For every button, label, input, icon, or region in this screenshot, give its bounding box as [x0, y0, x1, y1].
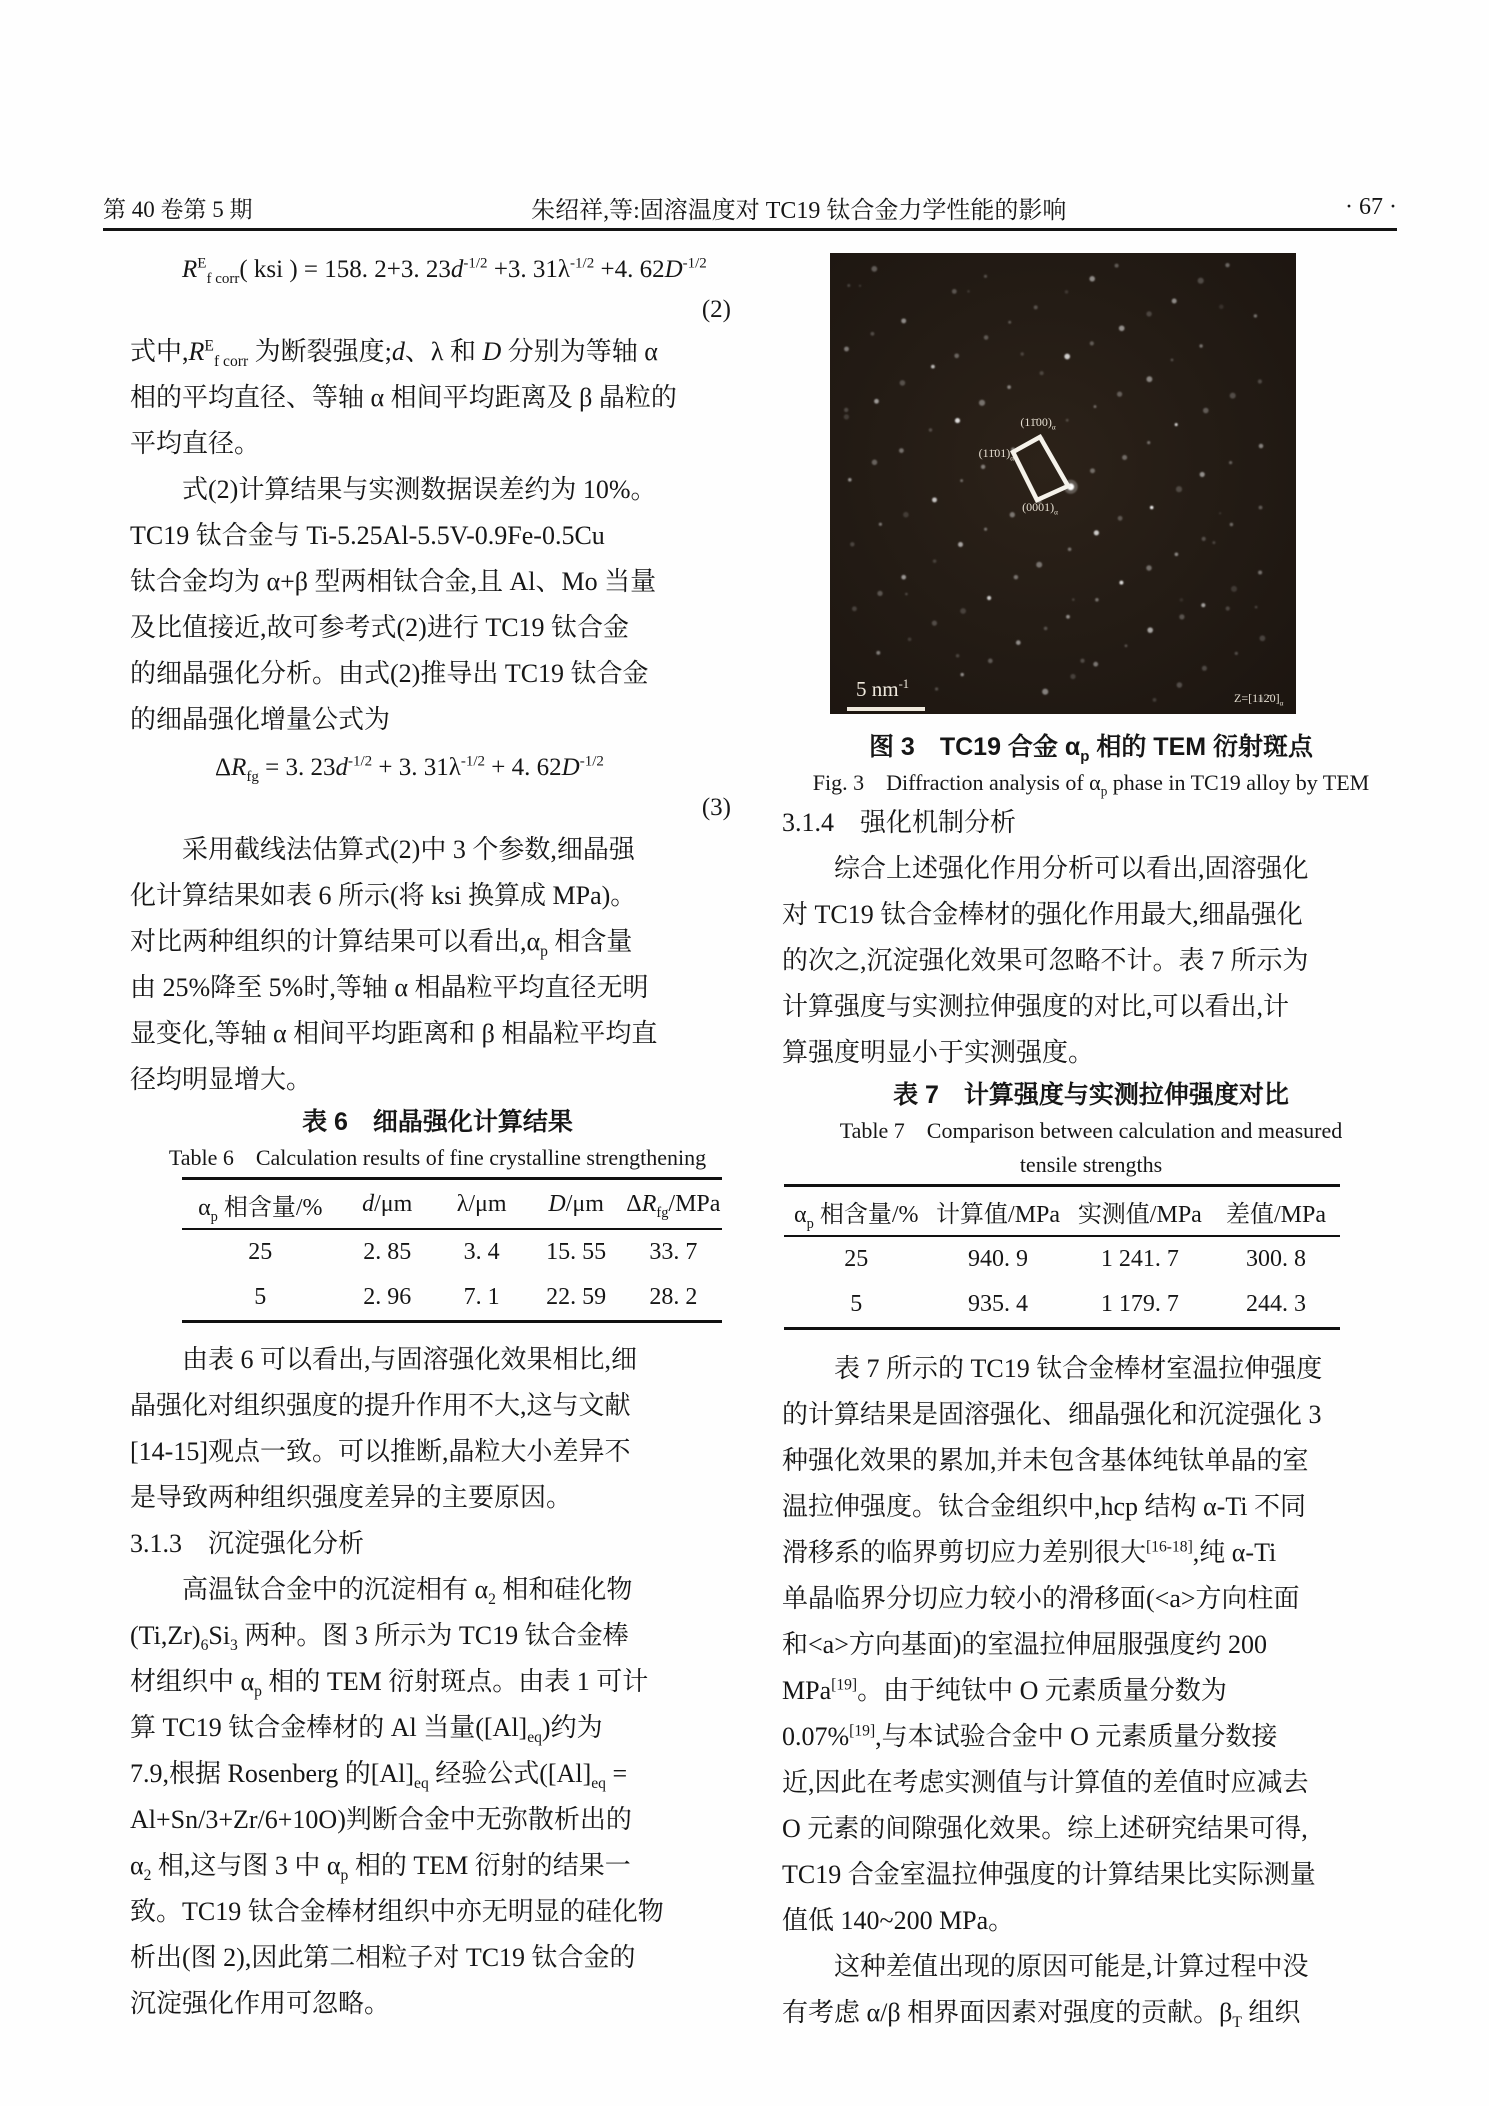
text-line: 的细晶强化增量公式为	[130, 705, 391, 734]
text-line: 计算强度与实测拉伸强度的对比,可以看出,计	[782, 992, 1290, 1021]
paragraph-precipitation-analysis	[130, 1567, 745, 2027]
diffraction-spot	[1201, 603, 1205, 607]
diffraction-spot	[952, 289, 957, 294]
table-row	[182, 1230, 722, 1275]
diffraction-spot	[1175, 423, 1178, 426]
diffraction-spot	[932, 497, 937, 502]
diffraction-spot	[1202, 666, 1207, 671]
diffraction-spot	[844, 347, 849, 352]
text-line: 平均直径。	[130, 429, 261, 458]
diffraction-spot	[981, 465, 985, 469]
diffraction-spot	[960, 479, 963, 482]
text-line: 有考虑 α/β 相界面因素对强度的贡献。$\beta_T$ 组织	[782, 1998, 1301, 2032]
scale-bar-label: 5 $nm^{-1}$	[856, 677, 910, 701]
figure3-tem-image	[830, 253, 1296, 714]
diffraction-spot	[984, 275, 987, 278]
diffraction-spot	[1258, 570, 1262, 574]
text-line: 算 TC19 钛合金棒材的 Al 当量$([Al]_{eq})$约为	[130, 1713, 603, 1747]
table6-caption-cn: 表 6 细晶强化计算结果	[302, 1108, 573, 1136]
diffraction-spot	[984, 528, 987, 531]
diffraction-spot	[1230, 393, 1236, 399]
diffraction-spot	[848, 478, 852, 482]
paragraph-fine-grain-intro	[130, 467, 745, 743]
diffraction-spot	[1080, 659, 1084, 663]
text-line: 析出(图 2),因此第二相粒子对 TC19 钛合金的	[130, 1943, 636, 1972]
plane-label-1100: $(11̄00)_\alpha$	[1020, 415, 1056, 432]
diffraction-spot	[931, 365, 935, 369]
text-line: 0.07%[19],与本试验合金中 O 元素质量分数接	[782, 1722, 1278, 1751]
text-line: Al+Sn/3+Zr/6+10O)判断合金中无弥散析出的	[130, 1805, 632, 1834]
figure3-caption-en: Fig. 3 Diffraction analysis of $\alpha_p$ phase in TC19 alloy by TEM	[812, 770, 1370, 799]
diffraction-spot	[901, 318, 906, 323]
diffraction-spot	[1176, 486, 1182, 492]
text-line: O 元素的间隙强化效果。综上述研究结果可得,	[782, 1814, 1308, 1843]
diffraction-spot	[958, 542, 963, 547]
table-data-cell: 5	[254, 1284, 267, 1310]
text-line: $(Ti,Zr)_6Si_3$ 两种。图 3 所示为 TC19 钛合金棒	[130, 1621, 629, 1655]
table-header-row	[182, 1180, 722, 1230]
diffraction-spot	[877, 591, 882, 596]
diffraction-spot	[905, 593, 908, 596]
diffraction-spot	[1036, 562, 1042, 568]
diffraction-spot	[1095, 598, 1099, 602]
diffraction-spot	[1177, 682, 1183, 688]
text-line: 化计算结果如表 6 所示(将 ksi 换算成 MPa)。	[130, 881, 637, 910]
text-line: 由 25%降至 5%时,等轴 α 相晶粒平均直径无明	[130, 973, 649, 1002]
diffraction-spot	[900, 380, 906, 386]
section-heading-3-1-4: 3.1.4 强化机制分析	[782, 808, 1017, 837]
text-line: 表 7 所示的 TC19 钛合金棒材室温拉伸强度	[782, 1354, 1323, 1383]
plane-label-0001: $(0001)_\alpha$	[1022, 500, 1058, 517]
text-line: 单晶临界分切应力较小的滑移面(<a>方向柱面	[782, 1584, 1300, 1613]
diffraction-spot	[1064, 354, 1070, 360]
diffraction-spot	[1117, 392, 1122, 397]
diffraction-spot	[1122, 455, 1127, 460]
diffraction-spot	[1146, 311, 1151, 316]
diffraction-spot	[932, 620, 937, 625]
diffraction-spot	[1008, 321, 1011, 324]
text-line: 算强度明显小于实测强度。	[782, 1038, 1095, 1067]
paragraph-table7-discussion	[782, 1346, 1400, 1944]
text-line: TC19 合金室温拉伸强度的计算结果比实际测量	[782, 1860, 1316, 1889]
text-line: 滑移系的临界剪切应力差别很大[16-18],纯 α-Ti	[782, 1538, 1277, 1567]
text-line: [14-15]观点一致。可以推断,晶粒大小差异不	[130, 1437, 631, 1466]
diffraction-spot	[1146, 565, 1151, 570]
table7-caption-en-line2: tensile strengths	[1019, 1152, 1163, 1177]
text-line: 致。TC19 钛合金棒材组织中亦无明显的硅化物	[130, 1897, 664, 1926]
text-line: 高温钛合金中的沉淀相有 $\alpha_2$ 相和硅化物	[130, 1575, 633, 1609]
diffraction-spot	[1072, 598, 1075, 601]
text-line: 值低 140~200 MPa。	[782, 1906, 1015, 1935]
diffraction-spot	[929, 428, 932, 431]
diffraction-spot	[1021, 352, 1024, 355]
diffraction-spot	[954, 353, 959, 358]
scale-bar	[847, 707, 925, 711]
diffraction-spot	[879, 523, 882, 526]
text-line: MPa[19]。由于纯钛中 O 元素质量分数为	[782, 1676, 1227, 1705]
diffraction-spot	[1235, 652, 1238, 655]
table-data-cell: 1 241. 7	[1100, 1246, 1179, 1272]
diffraction-spot	[1231, 586, 1237, 592]
diffraction-spot	[960, 608, 966, 614]
diffraction-spot	[1199, 344, 1202, 347]
table-header-cell: D/μm	[548, 1190, 604, 1217]
table-header-cell: $\alpha_p$ 相含量/%	[794, 1201, 919, 1232]
diffraction-spot	[987, 596, 991, 600]
table-data-cell: 244. 3	[1246, 1291, 1307, 1317]
paragraph-mechanism-summary	[782, 846, 1400, 1076]
diffraction-spot	[1226, 606, 1230, 610]
table-data-cell: 28. 2	[649, 1284, 698, 1310]
text-line: 材组织中 $\alpha_p$ 相的 TEM 衍射斑点。由表 1 可计	[130, 1667, 649, 1701]
diffraction-spot	[859, 285, 861, 287]
table6	[182, 1177, 722, 1323]
paragraph-difference-reason	[782, 1944, 1400, 2036]
text-line: 种强化效果的累加,并未包含基体纯钛单晶的室	[782, 1446, 1309, 1475]
table-data-cell: 940. 9	[968, 1246, 1029, 1272]
text-line: 的次之,沉淀强化效果可忽略不计。表 7 所示为	[782, 946, 1309, 975]
text-line: 晶强化对组织强度的提升作用不大,这与文献	[130, 1391, 631, 1420]
table7-caption-cn: 表 7 计算强度与实测拉伸强度对比	[893, 1081, 1289, 1109]
spacer	[782, 1338, 1400, 1346]
diffraction-spot	[1119, 325, 1125, 331]
text-line: TC19 钛合金与 Ti-5.25Al-5.5V-0.9Fe-0.5Cu	[130, 521, 605, 550]
diffraction-spot	[908, 637, 912, 641]
diffraction-spot	[1090, 468, 1095, 473]
text-line: 7.9,根据 Rosenberg 的$[Al]_{eq}$ 经验公式($[Al]_{eq}$ =	[130, 1759, 628, 1793]
table6-caption-en: Table 6 Calculation results of fine crystalline strengthening	[168, 1145, 707, 1170]
text-line: 式(2)计算结果与实测数据误差约为 10%。	[130, 475, 657, 504]
text-line: 式中$,R^E_{f corr}$ 为断裂强度;d、λ 和 D 分别为等轴 α	[130, 337, 658, 371]
diffraction-spot	[1225, 263, 1229, 267]
paragraph-eq2-description	[130, 329, 745, 467]
table-data-cell: 33. 7	[649, 1239, 698, 1265]
table-data-cell: 300. 8	[1246, 1246, 1307, 1272]
diffraction-spot	[1202, 537, 1206, 541]
figure3-caption-cn: 图 3 TC19 合金 $\alpha_p$ 相的 TEM 衍射斑点	[868, 733, 1314, 765]
diffraction-spot	[876, 651, 880, 655]
table-data-cell: 3. 4	[463, 1239, 500, 1265]
page-header	[103, 186, 1397, 231]
diffraction-spot	[1118, 516, 1123, 521]
diffraction-spot	[960, 673, 963, 676]
diffraction-spot	[1172, 298, 1177, 303]
table-header-row	[784, 1187, 1340, 1237]
diffraction-spot	[1119, 581, 1123, 585]
diffraction-spot	[955, 418, 960, 423]
text-line: 显变化,等轴 α 相间平均距离和 β 相晶粒平均直	[130, 1019, 658, 1048]
table-header-cell: $\Delta R_{fg}$/MPa	[626, 1190, 721, 1221]
diffraction-spot	[1180, 598, 1184, 602]
text-line: 由表 6 可以看出,与固溶强化效果相比,细	[130, 1345, 638, 1374]
text-line: $\alpha_2$ 相,这与图 3 中 $\alpha_p$ 相的 TEM 衍射的结果一	[130, 1851, 631, 1885]
diffraction-spot	[1258, 379, 1262, 383]
text-line: 这种差值出现的原因可能是,计算过程中没	[782, 1952, 1309, 1981]
diffraction-spot	[979, 400, 985, 406]
diffraction-spot	[1150, 506, 1154, 510]
diffraction-spot	[988, 659, 993, 664]
text-line: 近,因此在考虑实测值与计算值的差值时应减去	[782, 1768, 1309, 1797]
diffraction-spot	[1212, 541, 1215, 544]
diffraction-spot	[933, 559, 937, 563]
diffraction-spot	[1066, 615, 1070, 619]
diffraction-pattern-svg	[830, 253, 1296, 714]
text-line: 相的平均直径、等轴 α 相间平均距离及 β 晶粒的	[130, 383, 677, 412]
table-data-cell: 1 179. 7	[1100, 1291, 1179, 1317]
text-line: 采用截线法估算式(2)中 3 个参数,细晶强	[130, 835, 635, 864]
diffraction-spot	[1094, 405, 1097, 408]
diffraction-spot	[1230, 523, 1233, 526]
diffraction-spot	[852, 606, 857, 611]
text-line: 的细晶强化分析。由式(2)推导出 TC19 钛合金	[130, 659, 649, 688]
diffraction-spot	[1147, 441, 1150, 444]
diffraction-spot	[1147, 627, 1153, 633]
text-line: 钛合金均为 α+β 型两相钛合金,且 Al、Mo 当量	[130, 567, 657, 596]
table-data-cell: 2. 96	[363, 1284, 412, 1310]
page-number: · 67 ·	[1345, 193, 1397, 220]
right-column	[782, 253, 1400, 2036]
zone-axis-label: $Z=[112̄0]_\alpha$	[1234, 691, 1284, 708]
diffraction-spot	[1259, 506, 1263, 510]
table-data-cell: 25	[844, 1246, 869, 1272]
diffraction-spot	[1042, 689, 1048, 695]
diffraction-spot	[871, 266, 877, 272]
text-line: 的计算结果是固溶强化、细晶强化和沉淀强化 3	[782, 1400, 1322, 1429]
diffraction-spot	[1040, 371, 1044, 375]
table-row	[784, 1282, 1340, 1327]
table-row	[784, 1237, 1340, 1282]
table-header-cell: 实测值/MPa	[1077, 1201, 1202, 1228]
table-data-cell: 5	[850, 1291, 863, 1317]
unit-cell-frame	[1013, 437, 1068, 500]
diffraction-spot	[1219, 305, 1224, 310]
text-line: 对 TC19 钛合金棒材的强化作用最大,细晶强化	[782, 900, 1303, 929]
table-data-cell: 15. 55	[546, 1239, 607, 1265]
diffraction-spot	[1034, 305, 1038, 309]
table7	[784, 1184, 1340, 1330]
left-column	[130, 245, 745, 2027]
text-line: 和<a>方向基面)的室温拉伸屈服强度约 200	[782, 1630, 1268, 1659]
table-header-cell: $\alpha_p$ 相含量/%	[198, 1194, 323, 1225]
text-line: 温拉伸强度。钛合金组织中,hcp 结构 α-Ti 不同	[782, 1492, 1307, 1521]
equation-2: $R^E_{f corr}$( ksi ) = 158. 2+3. $23d^{-1/2} +3$. $31\lambda^{-1/2} +4$. $62D^{-1/2}$	[182, 255, 707, 287]
table-header-cell: d/μm	[362, 1190, 413, 1217]
spacer	[130, 1329, 745, 1337]
diffraction-spot	[844, 414, 849, 419]
diffraction-spot	[1093, 662, 1098, 667]
diffraction-spot	[1254, 314, 1257, 317]
diffraction-spot	[1259, 444, 1264, 449]
diffraction-spot	[935, 687, 938, 690]
diffraction-spot	[874, 399, 879, 404]
diffraction-spot	[1007, 385, 1011, 389]
equation-3: $\Delta R_{fg} = 3$. $23d^{-1/2} + 3$. $31\lambda^{-1/2} + 4$. $62D^{-1/2}$	[215, 753, 604, 785]
diffraction-spot	[1175, 552, 1179, 556]
diffraction-spot	[1153, 698, 1157, 702]
diffraction-spot	[1171, 358, 1174, 361]
diffraction-spot	[1146, 376, 1152, 382]
diffraction-spot	[872, 460, 878, 466]
diffraction-spot	[956, 654, 960, 658]
table-header-cell: λ/μm	[456, 1190, 507, 1217]
diffraction-spot	[901, 575, 906, 580]
text-line: 沉淀强化作用可忽略。	[130, 1989, 391, 2018]
diffraction-spot	[1065, 290, 1069, 294]
diffraction-spot	[850, 542, 854, 546]
table-header-cell: 差值/MPa	[1226, 1201, 1327, 1228]
paragraph-calculation-results	[130, 827, 745, 1103]
diffraction-spot	[1115, 264, 1119, 268]
equation-2-number: (2)	[701, 296, 731, 323]
diffraction-spot	[984, 335, 989, 340]
paragraph-table6-discussion	[130, 1337, 745, 1521]
diffraction-spot	[1219, 512, 1221, 514]
table-data-cell: 2. 85	[363, 1239, 412, 1265]
diffraction-spot	[1260, 635, 1266, 641]
equation-3-number: (3)	[701, 794, 731, 821]
table7-caption-en-line1: Table 7 Comparison between calculation and measured	[839, 1118, 1343, 1143]
diffraction-spot	[1089, 276, 1095, 282]
diffraction-spots	[844, 263, 1266, 702]
diffraction-spot	[1014, 575, 1018, 579]
section-heading-3-1-3: 3.1.3 沉淀强化分析	[130, 1529, 365, 1558]
diffraction-spot	[1198, 278, 1204, 284]
table-data-cell: 25	[248, 1239, 273, 1265]
running-title: 朱绍祥,等:固溶温度对 TC19 钛合金力学性能的影响	[531, 197, 1067, 224]
diffraction-spot	[899, 448, 904, 453]
diffraction-spot	[1070, 674, 1075, 679]
text-line: 及比值接近,故可参考式(2)进行 TC19 钛合金	[130, 613, 630, 642]
diffraction-spot	[1044, 627, 1048, 631]
diffraction-spot	[1016, 640, 1021, 645]
diffraction-spot	[1179, 614, 1184, 619]
text-line: 对比两种组织的计算结果可以看出$,\alpha_p$ 相含量	[130, 927, 633, 961]
diffraction-spot	[1203, 408, 1209, 414]
plane-label-1101: $(11̄01)_\alpha$	[978, 446, 1014, 463]
diffraction-spot	[1094, 530, 1099, 535]
diffraction-spot	[847, 284, 850, 287]
table-row	[182, 1275, 722, 1320]
diffraction-spot	[1200, 472, 1205, 477]
text-line: 径均明显增大。	[130, 1065, 313, 1094]
diffraction-spot	[1229, 461, 1232, 464]
diffraction-spot	[903, 512, 909, 518]
diffraction-spot	[1068, 548, 1072, 552]
table-data-cell: 22. 59	[546, 1284, 607, 1310]
journal-issue: 第 40 卷第 5 期	[103, 196, 253, 222]
diffraction-spot	[1090, 341, 1094, 345]
diffraction-spot	[967, 290, 970, 293]
table-data-cell: 935. 4	[968, 1291, 1029, 1317]
text-line: 综合上述强化作用分析可以看出,固溶强化	[782, 854, 1309, 883]
text-line: 是导致两种组织强度差异的主要原因。	[130, 1483, 573, 1512]
diffraction-spot	[870, 332, 874, 336]
diffraction-spot	[844, 408, 848, 412]
diffraction-spot	[1125, 644, 1128, 647]
table-data-cell: 7. 1	[463, 1284, 500, 1310]
table-header-cell: 计算值/MPa	[936, 1201, 1061, 1228]
diffraction-spot	[1255, 606, 1258, 609]
